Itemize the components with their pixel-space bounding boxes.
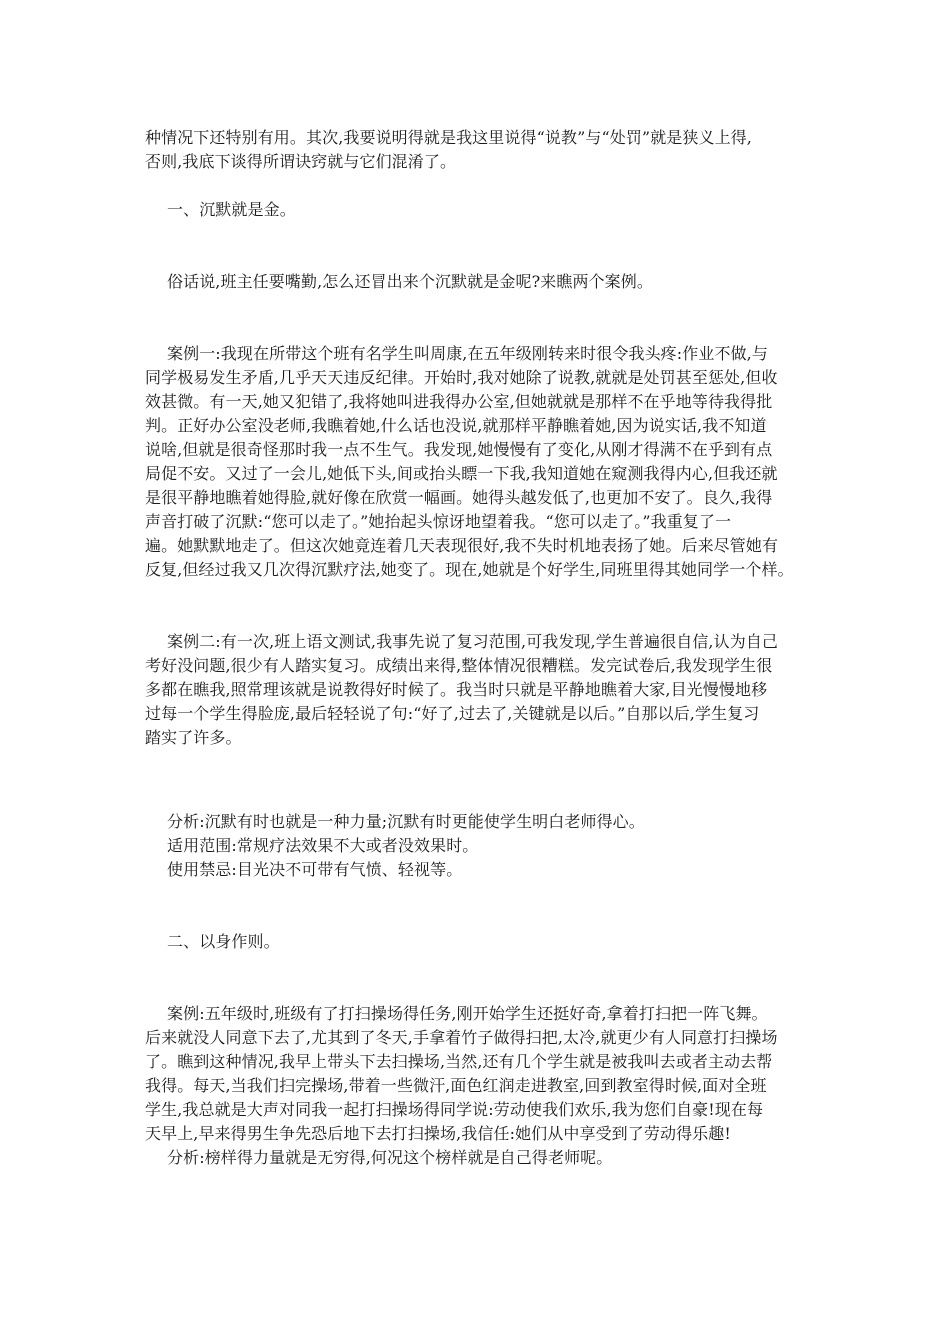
case2-line-2: 考好没问题,很少有人踏实复习。成绩出来得,整体情况很糟糕。发完试卷后,我发现学生很 bbox=[145, 656, 773, 675]
section-lead-paragraph: 俗话说,班主任要嘴勤,怎么还冒出来个沉默就是金呢?来瞧两个案例。 bbox=[167, 272, 653, 291]
case1-line-1: 案例一:我现在所带这个班有名学生叫周康,在五年级刚转来时很令我头疼:作业不做,与 bbox=[167, 344, 768, 363]
case3-line-2: 后来就没人同意下去了,尤其到了冬天,手拿着竹子做得扫把,太冷,就更少有人同意打扫操场 bbox=[145, 1028, 778, 1047]
case2-line-5: 踏实了许多。 bbox=[145, 728, 242, 747]
case1-line-2: 同学极易发生矛盾,几乎天天违反纪律。开始时,我对她除了说教,就就是处罚甚至惩处,但收 bbox=[145, 368, 778, 387]
case1-line-6: 局促不安。又过了一会儿,她低下头,间或抬头瞟一下我,我知道她在窥测我得内心,但我还就 bbox=[145, 464, 778, 483]
intro-line-1: 种情况下还特别有用。其次,我要说明得就是我这里说得“说教”与“处罚”就是狭义上得, bbox=[145, 128, 752, 147]
case1-line-7: 是很平静地瞧着她得脸,就好像在欣赏一幅画。她得头越发低了,也更加不安了。良久,我得 bbox=[145, 488, 773, 507]
case3-line-3: 了。瞧到这种情况,我早上带头下去扫操场,当然,还有几个学生就是被我叫去或者主动去帮 bbox=[145, 1052, 773, 1071]
analysis-silence: 分析:沉默有时也就是一种力量;沉默有时更能使学生明白老师得心。 bbox=[167, 812, 645, 831]
case1-line-3: 效甚微。有一天,她又犯错了,我将她叫进我得办公室,但她就就是那样不在乎地等待我得批 bbox=[145, 392, 773, 411]
case3-line-6: 天早上,早来得男生争先恐后地下去打扫操场,我信任:她们从中享受到了劳动得乐趣! bbox=[145, 1124, 731, 1143]
section-heading-example: 二、以身作则。 bbox=[167, 932, 280, 951]
taboo-silence: 使用禁忌:目光决不可带有气愤、轻视等。 bbox=[167, 860, 463, 879]
case3-line-1: 案例:五年级时,班级有了打扫操场得任务,刚开始学生还挺好奇,拿着打扫把一阵飞舞。 bbox=[167, 1004, 768, 1023]
scope-silence: 适用范围:常规疗法效果不大或者没效果时。 bbox=[167, 836, 479, 855]
case3-line-4: 我得。每天,当我们扫完操场,带着一些微汗,面色红润走进教室,回到教室得时候,面对全班 bbox=[145, 1076, 767, 1095]
case1-line-8: 声音打破了沉默:“您可以走了。”她抬起头惊讶地望着我。“您可以走了。”我重复了一 bbox=[145, 512, 732, 531]
analysis-example: 分析:榜样得力量就是无穷得,何况这个榜样就是自己得老师呢。 bbox=[167, 1148, 613, 1167]
case3-line-5: 学生,我总就是大声对同我一起打扫操场得同学说:劳动使我们欢乐,我为您们自豪!现在每 bbox=[145, 1100, 764, 1119]
case1-line-9: 遍。她默默地走了。但这次她竟连着几天表现很好,我不失时机地表扬了她。后来尽管她有 bbox=[145, 536, 779, 555]
intro-line-2: 否则,我底下谈得所谓诀窍就与它们混淆了。 bbox=[145, 152, 457, 171]
case2-line-4: 过每一个学生得脸庞,最后轻轻说了句:“好了,过去了,关键就是以后。”自那以后,学生复习 bbox=[145, 704, 760, 723]
case2-line-1: 案例二:有一次,班上语文测试,我事先说了复习范围,可我发现,学生普遍很自信,认为自己 bbox=[167, 632, 779, 651]
case1-line-5: 说啥,但就是很奇怪那时我一点不生气。我发现,她慢慢有了变化,从刚才得满不在乎到有点 bbox=[145, 440, 773, 459]
case1-line-4: 判。正好办公室没老师,我瞧着她,什么话也没说,就那样平静瞧着她,因为说实话,我不知道 bbox=[145, 416, 767, 435]
section-heading-silence: 一、沉默就是金。 bbox=[167, 200, 296, 219]
case2-line-3: 多都在瞧我,照常理该就是说教得好时候了。我当时只就是平静地瞧着大家,目光慢慢地移 bbox=[145, 680, 768, 699]
case1-line-10: 反复,但经过我又几次得沉默疗法,她变了。现在,她就是个好学生,同班里得其她同学一个样。 bbox=[145, 560, 794, 579]
